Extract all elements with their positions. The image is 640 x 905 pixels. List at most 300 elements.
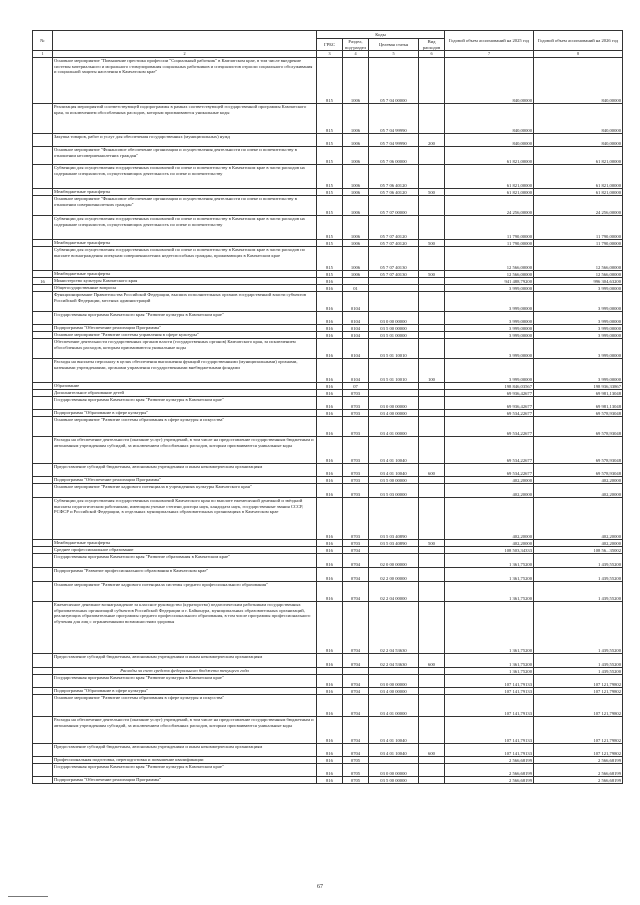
table-row [33, 359, 623, 383]
row-number [33, 744, 53, 757]
row-number [33, 764, 53, 777]
row-razdel: 0704 [343, 547, 369, 554]
table-row [33, 717, 623, 744]
row-number: 16 [33, 278, 53, 285]
row-amount-2025: 69 534,22677 [445, 410, 534, 417]
col-index: 5 [369, 51, 419, 58]
row-name: Профессиональная подготовка, переподготовка и повышение квалификации [53, 757, 317, 764]
row-number [33, 464, 53, 477]
header-codes: Коды [317, 31, 445, 39]
row-target: 05 7 06 40120 [369, 165, 419, 189]
row-amount-2025: 2 566,68199 [445, 764, 534, 777]
row-expense-type [419, 675, 445, 688]
row-grbs: 815 [317, 165, 343, 189]
row-expense-type [419, 312, 445, 325]
table-row [33, 744, 623, 757]
row-target: 03 0 00 00000 [369, 312, 419, 325]
row-grbs: 815 [317, 147, 343, 165]
row-amount-2025: 107 141,79133 [445, 744, 534, 757]
row-grbs: 816 [317, 464, 343, 477]
row-name: Предоставление субсидий бюджетным, автономным учреждениям и иным некоммерческим организациям [53, 654, 317, 668]
row-amount-2026: 1 439,55200 [534, 602, 623, 654]
row-amount-2026: 61 821,00000 [534, 189, 623, 196]
row-number [33, 189, 53, 196]
row-target [369, 757, 419, 764]
row-amount-2025: 402,20000 [445, 484, 534, 498]
row-grbs: 816 [317, 554, 343, 568]
header-razdel: Раздел, под-раздел [343, 39, 369, 51]
row-name: Образование [53, 383, 317, 390]
row-name: Субвенции для осуществления государственных полномочий по опеке и попечительству в Камчатском крае в части расходов на содержание специалистов, осуществляющих деятельность по опеке и попечительству [53, 216, 317, 240]
row-amount-2026: 11 790,00000 [534, 240, 623, 247]
row-target: 05 7 07 40130 [369, 247, 419, 271]
row-amount-2026: 69 578,93048 [534, 417, 623, 437]
column-numbering-row [33, 51, 623, 58]
row-razdel: 0704 [343, 582, 369, 602]
row-number [33, 104, 53, 134]
row-target: 03 0 00 00000 [369, 675, 419, 688]
row-razdel: 1006 [343, 196, 369, 216]
row-amount-2025: 3 999,00000 [445, 292, 534, 312]
row-number [33, 757, 53, 764]
table-row [33, 477, 623, 484]
row-razdel: 1006 [343, 247, 369, 271]
row-razdel: 0104 [343, 292, 369, 312]
row-name: Межбюджетные трансферты [53, 189, 317, 196]
row-expense-type [419, 58, 445, 104]
row-amount-2025: 69 936,42677 [445, 390, 534, 397]
row-expense-type [419, 484, 445, 498]
row-amount-2025: 3 999,00000 [445, 359, 534, 383]
row-name: Основное мероприятие "Развитие кадрового потенциала в учреждениях культуры Камчатского края" [53, 484, 317, 498]
row-name: Обеспечение деятельности государственных органов власти (государственных органов) Камчатского края, за исключением обособленных расходов, которым присваиваются уникальные коды [53, 339, 317, 359]
table-row [33, 339, 623, 359]
row-expense-type [419, 547, 445, 554]
row-amount-2026: 108 56...35002 [534, 547, 623, 554]
row-amount-2026: 69 578,93048 [534, 437, 623, 464]
row-amount-2026: 1 439,55200 [534, 668, 623, 675]
row-target: 02 2 00 00000 [369, 568, 419, 582]
row-expense-type: 600 [419, 744, 445, 757]
row-number [33, 582, 53, 602]
row-expense-type: 500 [419, 189, 445, 196]
row-name: Расходы на обеспечение деятельности (оказание услуг) учреждений, в том числе на предоставление государственным бюджетным и автономным учреждениям субсидий, за исключением обособленных расходов, которым присваиваются уникальные коды [53, 437, 317, 464]
row-target: 05 7 07 40120 [369, 216, 419, 240]
row-grbs: 816 [317, 278, 343, 285]
row-amount-2025: 840,00000 [445, 134, 534, 147]
row-number [33, 777, 53, 784]
row-grbs: 816 [317, 675, 343, 688]
row-number [33, 417, 53, 437]
row-expense-type: 600 [419, 464, 445, 477]
row-amount-2026: 2 566,68199 [534, 764, 623, 777]
table-row [33, 484, 623, 498]
row-target [369, 383, 419, 390]
row-name: Государственная программа Камчатского края "Развитие культуры в Камчатском крае" [53, 312, 317, 325]
row-grbs: 815 [317, 58, 343, 104]
row-amount-2026: 61 821,00000 [534, 165, 623, 189]
row-razdel: 0704 [343, 602, 369, 654]
row-name: Межбюджетные трансферты [53, 240, 317, 247]
row-grbs: 816 [317, 695, 343, 717]
row-name: Общегосударственные вопросы [53, 285, 317, 292]
row-number [33, 695, 53, 717]
row-target: 02 2 04 53630 [369, 654, 419, 668]
row-grbs: 816 [317, 397, 343, 410]
row-amount-2025: 2 566,68199 [445, 757, 534, 764]
row-grbs: 816 [317, 410, 343, 417]
table-row [33, 240, 623, 247]
table-row [33, 547, 623, 554]
row-grbs: 816 [317, 757, 343, 764]
row-name: Государственная программа Камчатского края "Развитие образования в Камчатском крае" [53, 554, 317, 568]
row-name: Предоставление субсидий бюджетным, автономным учреждениям и иным некоммерческим организациям [53, 464, 317, 477]
row-expense-type [419, 777, 445, 784]
row-number [33, 390, 53, 397]
table-row [33, 165, 623, 189]
table-row [33, 58, 623, 104]
row-expense-type: 200 [419, 134, 445, 147]
row-name: Закупка товаров, работ и услуг для обеспечения государственных (муниципальных) нужд [53, 134, 317, 147]
row-target: 03 4 01 10040 [369, 437, 419, 464]
row-number [33, 271, 53, 278]
row-razdel: 0705 [343, 757, 369, 764]
col-index: 2 [53, 51, 317, 58]
header-name [53, 31, 317, 51]
row-razdel: 0703 [343, 410, 369, 417]
row-amount-2026: 840,00000 [534, 58, 623, 104]
row-razdel: 1006 [343, 134, 369, 147]
row-number [33, 547, 53, 554]
row-grbs: 816 [317, 285, 343, 292]
row-amount-2025: 1 361,75200 [445, 668, 534, 675]
row-amount-2026: 69 981,13048 [534, 397, 623, 410]
row-target [369, 278, 419, 285]
row-amount-2025: 12 566,00000 [445, 247, 534, 271]
row-razdel: 0704 [343, 675, 369, 688]
row-number [33, 554, 53, 568]
row-amount-2025: 61 821,00000 [445, 165, 534, 189]
row-amount-2025: 107 141,79133 [445, 717, 534, 744]
row-amount-2025: 1 361,75200 [445, 582, 534, 602]
row-name: Государственная программа Камчатского края "Развитие культуры в Камчатском крае" [53, 675, 317, 688]
row-razdel: 0704 [343, 695, 369, 717]
row-amount-2025: 69 936,42677 [445, 397, 534, 410]
row-grbs: 816 [317, 568, 343, 582]
table-row [33, 568, 623, 582]
row-grbs: 816 [317, 654, 343, 668]
row-razdel: 0703 [343, 417, 369, 437]
row-amount-2026: 3 999,00000 [534, 292, 623, 312]
row-razdel: 01 [343, 285, 369, 292]
table-row [33, 332, 623, 339]
row-razdel: 0104 [343, 339, 369, 359]
row-grbs: 816 [317, 292, 343, 312]
row-number [33, 312, 53, 325]
table-row [33, 247, 623, 271]
row-amount-2026: 2 566,68199 [534, 757, 623, 764]
row-name: Среднее профессиональное образование [53, 547, 317, 554]
row-grbs [317, 668, 343, 675]
table-row [33, 383, 623, 390]
header-2025: Годовой объем ассигнований на 2025 год [445, 31, 534, 51]
row-target: 03 0 00 00000 [369, 764, 419, 777]
table-row [33, 312, 623, 325]
table-row [33, 189, 623, 196]
row-expense-type: 600 [419, 654, 445, 668]
row-amount-2026: 402,20000 [534, 484, 623, 498]
row-amount-2026: 3 999,00000 [534, 325, 623, 332]
table-row [33, 397, 623, 410]
row-amount-2026: 3 999,00000 [534, 339, 623, 359]
row-name: Субвенции для осуществления государственных полномочий по опеке и попечительству в Камчатском крае в части расходов по выплате вознаграждения опекунам совершеннолетних недееспособных граждан, проживающих в Камчатском крае [53, 247, 317, 271]
table-row [33, 292, 623, 312]
row-amount-2026: 11 790,00000 [534, 216, 623, 240]
row-razdel: 1006 [343, 240, 369, 247]
budget-table-page [32, 30, 622, 784]
row-expense-type: 500 [419, 240, 445, 247]
row-target: 05 7 06 00000 [369, 147, 419, 165]
row-razdel: 1006 [343, 165, 369, 189]
row-number [33, 397, 53, 410]
row-name: Подпрограмма "Обеспечение реализации Программы" [53, 477, 317, 484]
row-target: 03 5 00 00000 [369, 777, 419, 784]
row-expense-type [419, 383, 445, 390]
row-name: Основное мероприятие "Развитие системы образования в сфере культуры и искусства" [53, 417, 317, 437]
row-expense-type [419, 339, 445, 359]
row-razdel: 0104 [343, 312, 369, 325]
row-expense-type: 500 [419, 271, 445, 278]
row-target: 03 4 01 00000 [369, 695, 419, 717]
row-number [33, 339, 53, 359]
row-number [33, 498, 53, 540]
row-amount-2025: 107 141,79133 [445, 688, 534, 695]
row-amount-2025: 3 999,00000 [445, 325, 534, 332]
row-grbs: 815 [317, 189, 343, 196]
row-amount-2026: 996 304,63200 [534, 278, 623, 285]
row-number [33, 540, 53, 547]
row-amount-2026: 1 439,55200 [534, 554, 623, 568]
table-row [33, 777, 623, 784]
row-amount-2026: 107 121,79802 [534, 695, 623, 717]
row-grbs: 816 [317, 312, 343, 325]
table-row [33, 278, 623, 285]
row-amount-2026: 1 439,55200 [534, 582, 623, 602]
row-number [33, 437, 53, 464]
row-target: 03 5 03 00000 [369, 484, 419, 498]
table-row [33, 271, 623, 278]
row-name: Подпрограмма "Обеспечение реализации Программы" [53, 777, 317, 784]
row-amount-2026: 69 578,93048 [534, 410, 623, 417]
row-grbs: 815 [317, 247, 343, 271]
row-amount-2025: 69 534,22677 [445, 417, 534, 437]
row-grbs: 816 [317, 477, 343, 484]
row-amount-2025: 402,20000 [445, 498, 534, 540]
row-grbs: 816 [317, 717, 343, 744]
row-grbs: 816 [317, 540, 343, 547]
row-target: 03 5 01 10010 [369, 339, 419, 359]
row-number [33, 688, 53, 695]
row-expense-type [419, 332, 445, 339]
row-amount-2025: 107 141,79133 [445, 675, 534, 688]
row-grbs: 815 [317, 216, 343, 240]
row-target: 03 5 03 40890 [369, 540, 419, 547]
table-row [33, 688, 623, 695]
row-amount-2025: 3 999,00000 [445, 285, 534, 292]
row-name: Основное мероприятие "Повышение престижа профессии "Социальный работник" в Камчатском крае, в том числе внедрение системы материального и морального стимулирования социальных работников и специалистов отрасли социального обслуживания и социальной защиты населения в Камчатском крае" [53, 58, 317, 104]
col-index: 7 [445, 51, 534, 58]
row-amount-2025: 107 141,79133 [445, 695, 534, 717]
row-razdel: 0703 [343, 464, 369, 477]
row-name: Государственная программа Камчатского края "Развитие культуры в Камчатском крае" [53, 397, 317, 410]
row-amount-2026: 3 999,00000 [534, 312, 623, 325]
row-amount-2025: 402,20000 [445, 540, 534, 547]
table-row [33, 554, 623, 568]
row-amount-2026: 69 578,93048 [534, 464, 623, 477]
row-expense-type [419, 216, 445, 240]
row-amount-2026: 107 121,79802 [534, 744, 623, 757]
row-name: Основное мероприятие "Развитие системы управления в сфере культуры" [53, 332, 317, 339]
row-expense-type: 100 [419, 359, 445, 383]
table-row [33, 757, 623, 764]
row-razdel: 0104 [343, 359, 369, 383]
row-name: Подпрограмма "Обеспечение реализации Программы" [53, 325, 317, 332]
row-target: 03 4 01 10040 [369, 744, 419, 757]
row-razdel: 0704 [343, 688, 369, 695]
row-razdel [343, 668, 369, 675]
row-number [33, 568, 53, 582]
row-expense-type [419, 278, 445, 285]
row-razdel: 0703 [343, 540, 369, 547]
row-target: 03 5 00 00000 [369, 325, 419, 332]
row-amount-2025: 840,00000 [445, 104, 534, 134]
row-grbs: 816 [317, 498, 343, 540]
table-row [33, 410, 623, 417]
row-expense-type [419, 764, 445, 777]
row-name: Субвенции для осуществления государственных полномочий Камчатского края по выплате ежемесячной денежной и звёздной выплаты педагогическим работникам, имеющим ученые степени доктора наук, кандидата наук, государственные звания СССР, РСФСР и Российской Федерации, в отдельных муниципальных образовательных организациях в Камчатском крае [53, 498, 317, 540]
row-amount-2025: 1 361,75200 [445, 602, 534, 654]
table-row [33, 582, 623, 602]
row-amount-2025: 1 361,75200 [445, 568, 534, 582]
row-amount-2025: 3 999,00000 [445, 312, 534, 325]
row-target [369, 390, 419, 397]
row-grbs: 816 [317, 325, 343, 332]
table-row [33, 216, 623, 240]
row-amount-2026: 107 121,79802 [534, 675, 623, 688]
table-row [33, 668, 623, 675]
row-razdel: 0703 [343, 437, 369, 464]
row-number [33, 134, 53, 147]
col-index: 3 [317, 51, 343, 58]
row-grbs: 816 [317, 582, 343, 602]
row-grbs: 816 [317, 484, 343, 498]
row-number [33, 247, 53, 271]
row-grbs: 816 [317, 764, 343, 777]
row-grbs: 816 [317, 417, 343, 437]
row-razdel: 0704 [343, 717, 369, 744]
row-target: 05 7 04 00000 [369, 58, 419, 104]
row-target: 05 7 07 00000 [369, 196, 419, 216]
row-amount-2025: 2 566,68199 [445, 777, 534, 784]
row-expense-type [419, 196, 445, 216]
row-expense-type [419, 104, 445, 134]
row-amount-2025: 11 790,00000 [445, 240, 534, 247]
row-expense-type [419, 717, 445, 744]
row-amount-2025: 198 846,03567 [445, 383, 534, 390]
table-body [33, 58, 623, 784]
row-grbs: 816 [317, 688, 343, 695]
row-razdel: 0704 [343, 554, 369, 568]
row-amount-2026: 198 936,33867 [534, 383, 623, 390]
table-row [33, 285, 623, 292]
row-expense-type [419, 390, 445, 397]
row-amount-2025: 402,20000 [445, 477, 534, 484]
row-expense-type [419, 757, 445, 764]
row-name: Расходы на обеспечение деятельности (оказание услуг) учреждений, в том числе на предоставление государственным бюджетным и автономным учреждениям субсидий, за исключением обособленных расходов, которым присваиваются уникальные коды [53, 717, 317, 744]
row-amount-2025: 24 256,00000 [445, 196, 534, 216]
row-grbs: 816 [317, 390, 343, 397]
row-amount-2025: 69 534,22677 [445, 464, 534, 477]
row-target: 03 5 00 00000 [369, 477, 419, 484]
row-target: 05 7 04 99990 [369, 134, 419, 147]
row-target: 03 4 01 10040 [369, 464, 419, 477]
row-grbs: 816 [317, 744, 343, 757]
row-name: Основное мероприятие "Финансовое обеспечение организации и осуществления деятельности по опеке и попечительству в отношении совершеннолетних граждан" [53, 196, 317, 216]
row-expense-type [419, 325, 445, 332]
row-target: 02 2 04 53630 [369, 602, 419, 654]
row-expense-type [419, 285, 445, 292]
row-razdel: 0705 [343, 777, 369, 784]
header-grbs: ГРБС [317, 39, 343, 51]
row-target [369, 285, 419, 292]
row-amount-2026: 61 821,00000 [534, 147, 623, 165]
table-row [33, 437, 623, 464]
row-razdel: 0705 [343, 764, 369, 777]
row-expense-type [419, 695, 445, 717]
row-target: 05 7 06 40120 [369, 189, 419, 196]
row-razdel: 0704 [343, 568, 369, 582]
row-grbs: 816 [317, 339, 343, 359]
row-target: 03 5 01 00000 [369, 332, 419, 339]
row-target: 05 7 07 40130 [369, 271, 419, 278]
row-target: 05 7 04 99990 [369, 104, 419, 134]
row-name: Основное мероприятие "Развитие системы образования в сфере культуры и искусства" [53, 695, 317, 717]
row-name: Реализация мероприятий соответствующей подпрограммы в рамках соответствующей государственной программы Камчатского края, за исключением обособленных расходов, которым присваиваются уникальные коды [53, 104, 317, 134]
row-number [33, 240, 53, 247]
row-amount-2025: 61 821,00000 [445, 189, 534, 196]
row-amount-2026: 107 121,79802 [534, 688, 623, 695]
row-expense-type [419, 602, 445, 654]
row-number [33, 675, 53, 688]
row-name: Министерство культуры Камчатского края [53, 278, 317, 285]
row-target: 03 5 01 10010 [369, 359, 419, 383]
row-razdel: 1006 [343, 58, 369, 104]
row-amount-2026: 402,20000 [534, 498, 623, 540]
row-expense-type [419, 437, 445, 464]
row-grbs: 815 [317, 134, 343, 147]
row-amount-2025: 1 361,75200 [445, 654, 534, 668]
row-expense-type [419, 688, 445, 695]
row-grbs: 816 [317, 602, 343, 654]
row-amount-2025: 1 361,75200 [445, 554, 534, 568]
row-razdel [343, 278, 369, 285]
col-index: 8 [534, 51, 623, 58]
table-row [33, 196, 623, 216]
row-amount-2026: 1 439,55200 [534, 654, 623, 668]
row-number [33, 196, 53, 216]
row-target [369, 547, 419, 554]
row-amount-2026: 840,00000 [534, 104, 623, 134]
